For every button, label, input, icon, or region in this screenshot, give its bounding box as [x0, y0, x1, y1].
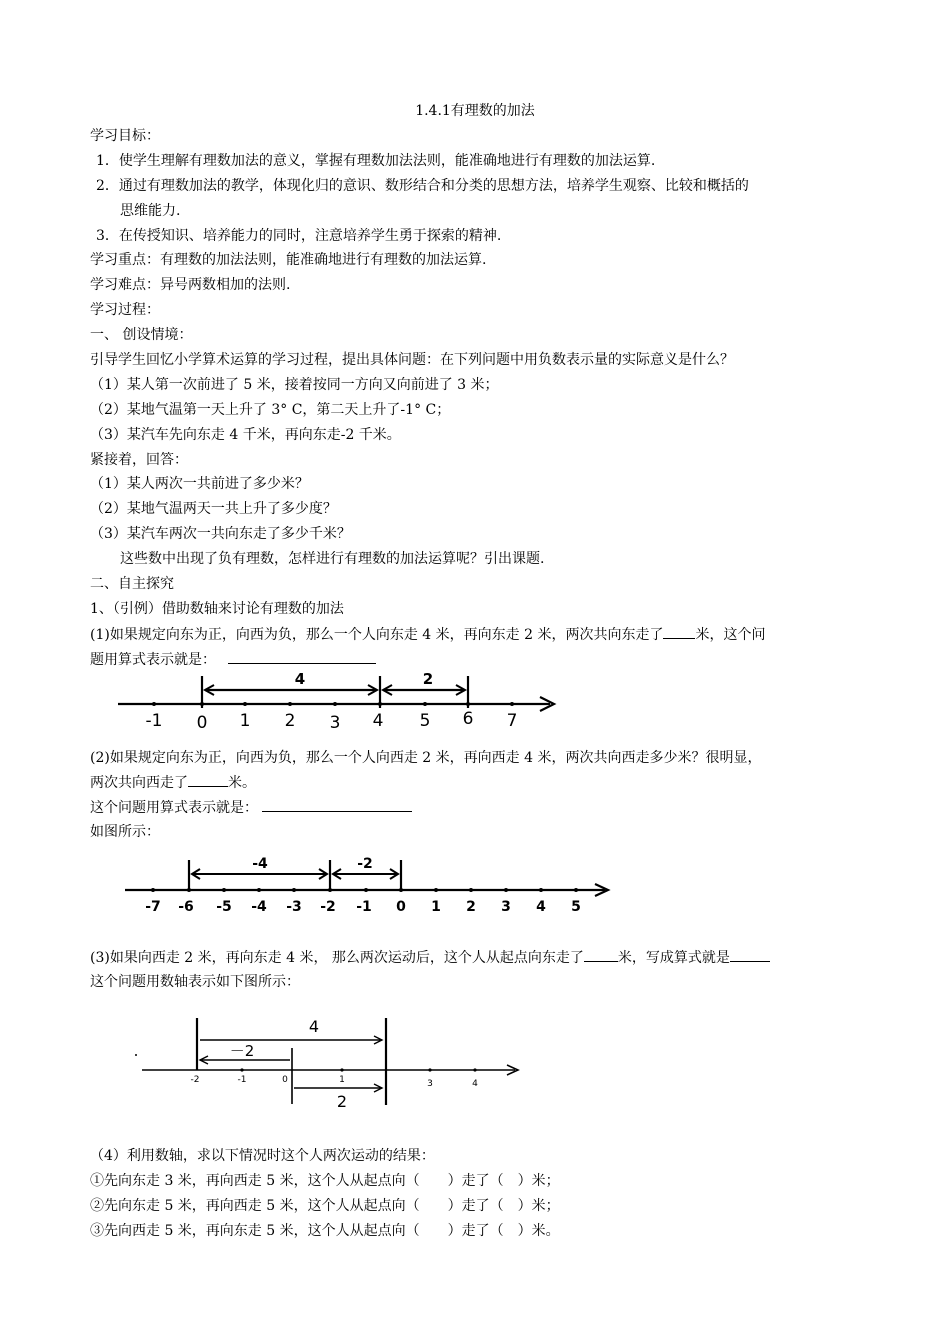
tick-label: -6	[178, 899, 194, 915]
problem-1-cont	[90, 649, 376, 670]
segment-mid-label: －2	[229, 1042, 255, 1060]
problem-3	[90, 947, 770, 968]
answer-blank[interactable]	[730, 947, 770, 962]
answer-blank[interactable]	[262, 797, 412, 812]
tick-label: -2	[190, 1075, 200, 1085]
segment-bottom-label: 2	[336, 1092, 348, 1111]
tick-label: 2	[284, 711, 296, 731]
tick-label: 3	[329, 713, 341, 733]
tick-label: 2	[466, 899, 476, 915]
figure-caption: 如图所示：	[90, 824, 160, 840]
ask-2: （2）某地气温两天一共上升了多少度？	[90, 501, 337, 517]
tick-label: 1	[239, 711, 251, 731]
problem-3-cont: 这个问题用数轴表示如下图所示：	[90, 974, 300, 990]
tick-label: -4	[251, 899, 267, 915]
problem-2-text-d: 这个问题用算式表示就是：	[90, 800, 258, 816]
question-2: （2）某地气温第一天上升了 3° C，第二天上升了-1° C；	[90, 402, 451, 418]
tick-label: 5	[571, 899, 581, 915]
segment-b-label: 2	[422, 670, 434, 688]
tick-label: 4	[536, 899, 546, 915]
problem-3-text: (3)如果向西走 2 米，再向东走 4 米， 那么两次运动后，这个人从起点向东走了	[90, 950, 584, 966]
tick-label: 3	[501, 899, 511, 915]
answer-blank[interactable]	[584, 947, 618, 962]
goal-2-cont: 思维能力.	[120, 203, 181, 219]
problem-1	[90, 624, 765, 645]
section1-intro: 引导学生回忆小学算术运算的学习过程，提出具体问题：在下列问题中用负数表示量的实际意义是什么？	[90, 352, 734, 368]
tick-label: -3	[286, 899, 302, 915]
tick-label: 3	[427, 1079, 433, 1089]
case-3: ③先向西走 5 米，再向东走 5 米，这个人从起点向（ ）走了（ ）米。	[90, 1223, 560, 1239]
ask-1: （1）某人两次一共前进了多少米？	[90, 476, 309, 492]
answer-blank[interactable]	[663, 624, 695, 639]
problem-1-text: (1)如果规定向东为正，向西为负，那么一个人向东走 4 米，再向东走 2 米，两次共向东走了	[90, 627, 664, 643]
tick-label: 4	[372, 711, 384, 731]
tick-label: -1	[356, 899, 372, 915]
tick-label: 7	[506, 711, 518, 731]
process-heading: 学习过程：	[90, 302, 160, 318]
number-line-figure-2	[120, 850, 615, 915]
question-3: （3）某汽车先向东走 4 千米，再向东走-2 千米。	[90, 427, 401, 443]
problem-2-formula	[90, 797, 412, 818]
sub-heading-1: 1、（引例）借助数轴来讨论有理数的加法	[90, 601, 344, 617]
segment-b-label: -2	[357, 856, 373, 872]
problem-1-text-c: 题用算式表示就是：	[90, 652, 216, 668]
section2-heading: 二、自主探究	[90, 576, 174, 592]
number-line-figure-3	[130, 1010, 530, 1110]
lead-in: 这些数中出现了负有理数，怎样进行有理数的加法运算呢？引出课题.	[120, 551, 545, 567]
tick-label: -7	[145, 899, 161, 915]
tick-label: -1	[237, 1075, 247, 1085]
case-2: ②先向东走 5 米，再向西走 5 米，这个人从起点向（ ）走了（ ）米；	[90, 1198, 560, 1214]
problem-4: （4）利用数轴，求以下情况时这个人两次运动的结果：	[90, 1148, 435, 1164]
tick-label: 1	[339, 1075, 345, 1085]
tick-label: 1	[431, 899, 441, 915]
problem-2: (2)如果规定向东为正，向西为负，那么一个人向西走 2 米，再向西走 4 米，两次共向西走多少米？很明显，	[90, 750, 762, 766]
tick-label: 0	[396, 899, 406, 915]
segment-a-label: 4	[294, 670, 306, 688]
tick-label: -1	[145, 711, 163, 731]
goals-heading: 学习目标：	[90, 128, 160, 144]
case-1: ①先向东走 3 米，再向西走 5 米，这个人从起点向（ ）走了（ ）米；	[90, 1173, 560, 1189]
problem-2-cont	[90, 772, 256, 793]
tick-label: 0	[196, 713, 208, 733]
segment-top-label: 4	[308, 1017, 320, 1036]
tick-label: -5	[216, 899, 232, 915]
goal-3: 3．在传授知识、培养能力的同时，注意培养学生勇于探索的精神.	[96, 228, 502, 244]
tick-label: 4	[472, 1079, 478, 1089]
answer-blank[interactable]	[188, 772, 228, 787]
page-title: 1.4.1有理数的加法	[415, 103, 535, 119]
section1-heading: 一、 创设情境：	[90, 327, 193, 343]
tick-label: 5	[419, 711, 431, 731]
goal-2: 2．通过有理数加法的教学，体现化归的意识、数形结合和分类的思想方法，培养学生观察、比较和概括的	[96, 178, 749, 194]
tick-label: -2	[320, 899, 336, 915]
question-1: （1）某人第一次前进了 5 米，接着按同一方向又向前进了 3 米；	[90, 377, 499, 393]
answer-blank[interactable]	[228, 649, 376, 664]
tick-label: 0	[282, 1075, 288, 1085]
problem-3-text-b: 米，写成算式就是	[617, 950, 730, 966]
number-line-figure-1	[110, 668, 570, 738]
problem-1-text-b: 米，这个问	[695, 627, 766, 643]
next-heading: 紧接着，回答：	[90, 452, 188, 468]
tick-label: 6	[462, 709, 474, 729]
segment-a-label: -4	[252, 856, 268, 872]
difficulty: 学习难点：异号两数相加的法则.	[90, 277, 291, 293]
problem-2-text-c: 米。	[228, 775, 256, 791]
stray-mark	[135, 1054, 137, 1056]
ask-3: （3）某汽车两次一共向东走了多少千米？	[90, 526, 351, 542]
key-point: 学习重点：有理数的加法法则，能准确地进行有理数的加法运算.	[90, 252, 487, 268]
problem-2-text-b: 两次共向西走了	[90, 775, 188, 791]
goal-1: 1．使学生理解有理数加法的意义，掌握有理数加法法则，能准确地进行有理数的加法运算.	[96, 153, 656, 169]
